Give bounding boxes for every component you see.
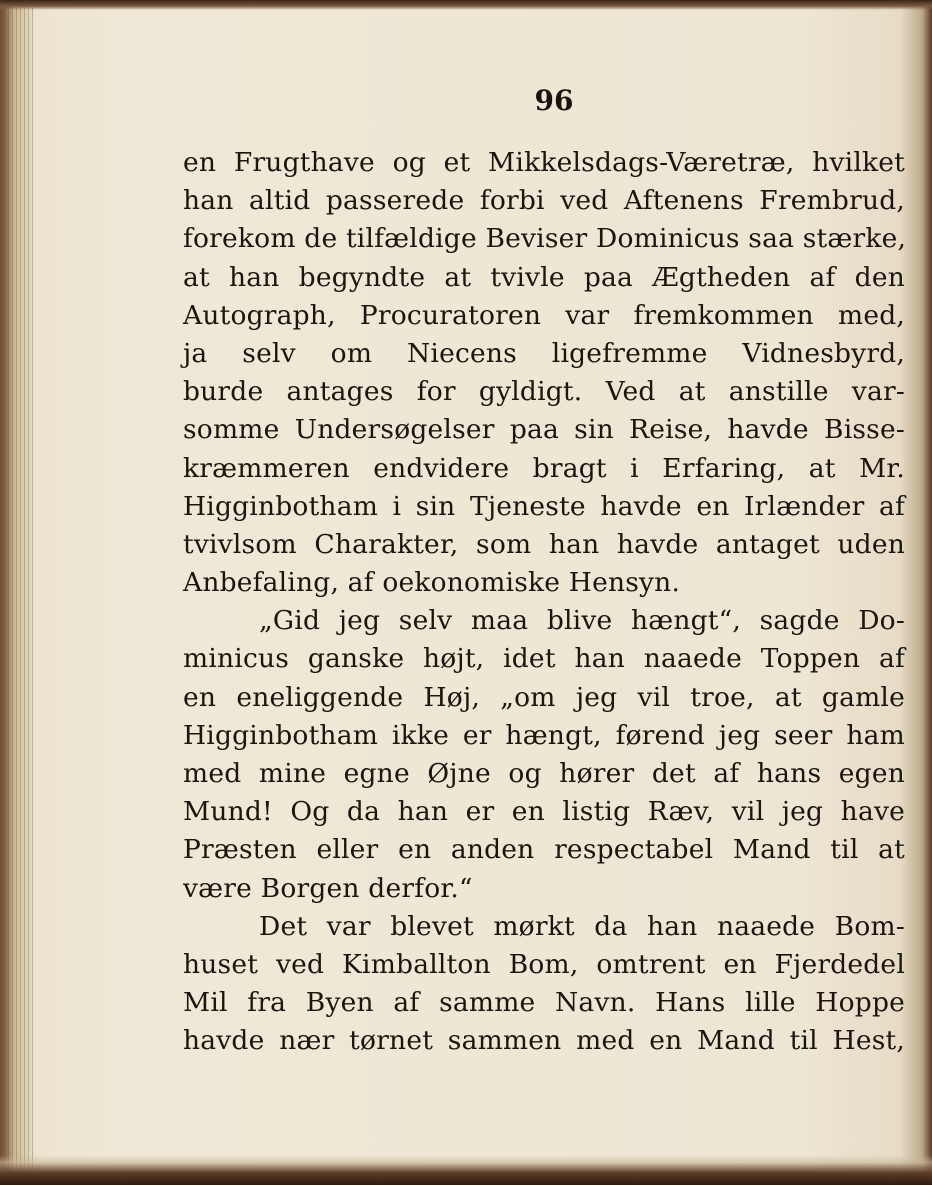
text-line: Higginbotham ikke er hængt, førend jeg seer ham [183, 719, 905, 751]
text-line: ja selv om Niecens ligefremme Vidnesbyrd, [183, 337, 905, 369]
text-line: Præsten eller en anden respectabel Mand til at [183, 834, 905, 866]
text-line: „Gid jeg selv maa blive hængt“, sagde Do- [259, 605, 905, 637]
text-line: minicus ganske højt, idet han naaede Toppen af [183, 643, 905, 675]
text-line: somme Undersøgelser paa sin Reise, havde Bisse- [183, 414, 905, 446]
text-line: at han begyndte at tvivle paa Ægtheden af den [183, 261, 905, 293]
text-line: tvivlsom Charakter, som han havde antaget uden [183, 528, 905, 560]
text-line: en eneliggende Høj, „om jeg vil troe, at gamle [183, 681, 905, 713]
text-line: med mine egne Øjne og hører det af hans egen [183, 758, 905, 789]
text-line: Autograph, Procuratoren var fremkommen med, [183, 299, 905, 331]
text-line: Higginbotham i sin Tjeneste havde en Irlænder af [183, 490, 905, 522]
text-line: Mund! Og da han er en listig Ræv, vil jeg have [183, 796, 905, 828]
scan-bottom-edge [0, 1155, 932, 1185]
scan-top-edge [0, 0, 932, 10]
page-number: 96 [534, 84, 574, 117]
text-line: huset ved Kimballton Bom, omtrent en Fjerdedel [183, 948, 905, 980]
text-line: kræmmeren endvidere bragt i Erfaring, at Mr. [183, 452, 905, 484]
text-line: Anbefaling, af oekonomiske Hensyn. [183, 567, 681, 599]
text-line: havde nær tørnet sammen med en Mand til Hest, [183, 1025, 905, 1057]
text-line: være Borgen derfor.“ [183, 872, 473, 904]
text-line: burde antages for gyldigt. Ved at anstille var- [183, 376, 905, 408]
text-line: en Frugthave og et Mikkelsdags-Væretræ, hvilket [183, 147, 905, 178]
text-line: forekom de tilfældige Beviser Dominicus saa stærke, [183, 223, 907, 255]
page-edges [0, 0, 34, 1185]
text-line: Det var blevet mørkt da han naaede Bom- [259, 910, 905, 942]
body-text [183, 144, 905, 1061]
text-line: Mil fra Byen af samme Navn. Hans lille Hoppe [183, 987, 905, 1019]
text-line: han altid passerede forbi ved Aftenens Frembrud, [183, 185, 905, 217]
